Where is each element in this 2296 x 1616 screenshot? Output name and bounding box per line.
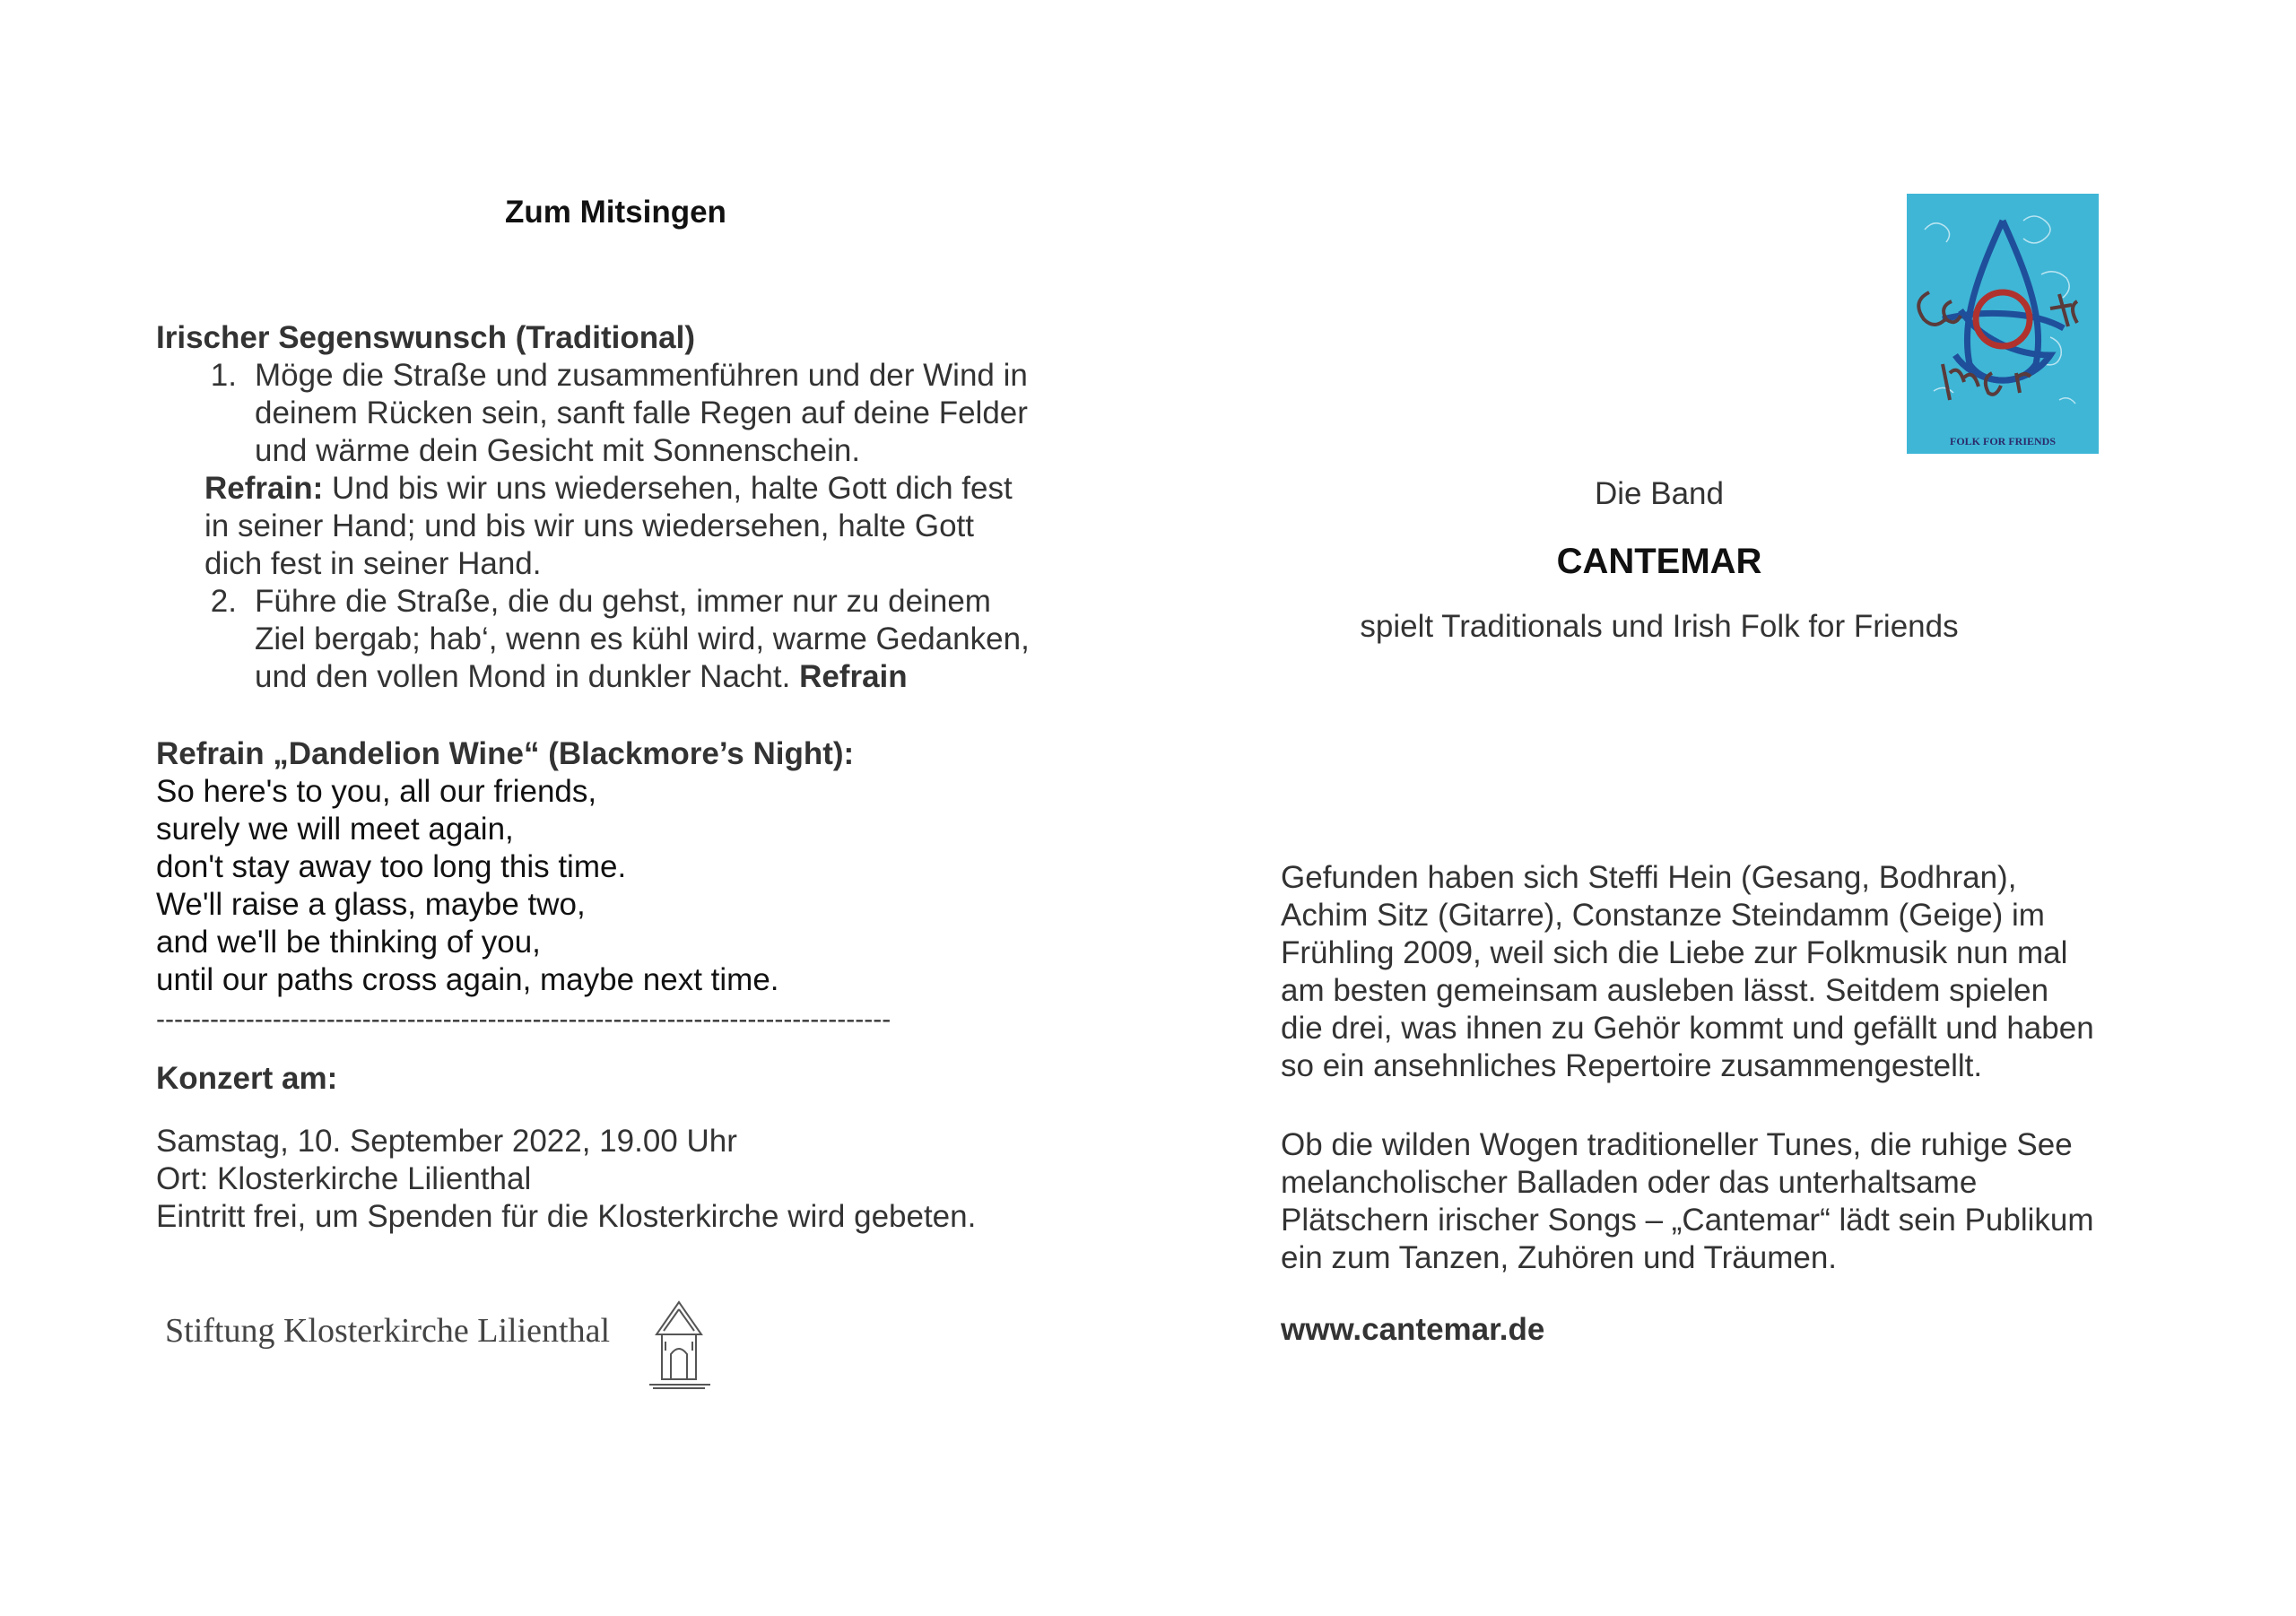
church-icon — [639, 1299, 719, 1392]
refrain-line: Und bis wir uns wiedersehen, halte Gott dich fest — [323, 471, 1013, 506]
song2-title: Refrain „Dandelion Wine“ (Blackmore’s Night): — [156, 736, 855, 771]
bio-paragraph-2 — [1281, 1126, 2094, 1277]
lyric-line: surely we will meet again, — [156, 812, 514, 847]
bio-line: Plätschern irischer Songs – „Cantemar“ lädt sein Publikum — [1281, 1203, 2094, 1238]
lyric-line: until our paths cross again, maybe next time. — [156, 962, 779, 997]
bio-line: Gefunden haben sich Steffi Hein (Gesang, Bodhran), — [1281, 860, 2017, 895]
bio-paragraph-1 — [1281, 859, 2094, 1085]
bio-line: so ein ansehnliches Repertoire zusammengestellt. — [1281, 1048, 1983, 1083]
lyric-line: We'll raise a glass, maybe two, — [156, 887, 586, 922]
page-title: Zum Mitsingen — [505, 195, 726, 230]
konzert-line: Eintritt frei, um Spenden für die Klosterkirche wird gebeten. — [156, 1199, 977, 1234]
verse2-number: 2. — [210, 584, 237, 619]
konzert-line: Ort: Klosterkirche Lilienthal — [156, 1161, 532, 1196]
konzert-line: Samstag, 10. September 2022, 19.00 Uhr — [156, 1124, 737, 1159]
lyric-line: and we'll be thinking of you, — [156, 925, 541, 960]
bio-line: die drei, was ihnen zu Gehör kommt und gefällt und haben — [1281, 1011, 2094, 1046]
verse2-line: und den vollen Mond in dunkler Nacht. — [255, 659, 800, 694]
konzert-label: Konzert am: — [156, 1061, 338, 1096]
bio-line: Ob die wilden Wogen traditioneller Tunes, die ruhige See — [1281, 1127, 2073, 1162]
song2-lyrics — [156, 773, 779, 999]
verse1-line: deinem Rücken sein, sanft falle Regen auf deine Felder — [255, 395, 1028, 430]
refrain-line: in seiner Hand; und bis wir uns wiedersehen, halte Gott — [204, 508, 974, 543]
verse2-line: Ziel bergab; hab‘, wenn es kühl wird, warme Gedanken, — [255, 621, 1030, 656]
bio-line: Achim Sitz (Gitarre), Constanze Steindamm (Geige) im — [1281, 898, 2045, 933]
verse2-line: Führe die Straße, die du gehst, immer nur zu deinem — [255, 584, 991, 619]
bio-line: Frühling 2009, weil sich die Liebe zur Folkmusik nun mal — [1281, 935, 2068, 970]
stiftung-logo-text: Stiftung Klosterkirche Lilienthal — [165, 1312, 611, 1350]
song1-title: Irischer Segenswunsch (Traditional) — [156, 320, 695, 355]
lyric-line: don't stay away too long this time. — [156, 849, 627, 884]
verse1-number: 1. — [210, 358, 237, 393]
band-name: CANTEMAR — [1556, 542, 1762, 581]
verse1 — [255, 357, 1028, 470]
verse1-line: Möge die Straße und zusammenführen und der Wind in — [255, 358, 1028, 393]
verse1-line: und wärme dein Gesicht mit Sonnenschein. — [255, 433, 861, 468]
dashed-divider: ---------------------------------------------------------------------------------- — [156, 1004, 891, 1034]
bio-line: ein zum Tanzen, Zuhören und Träumen. — [1281, 1240, 1838, 1275]
band-subtitle: spielt Traditionals und Irish Folk for Friends — [1360, 609, 1959, 644]
website-link[interactable]: www.cantemar.de — [1281, 1312, 1545, 1347]
logo-tagline: FOLK FOR FRIENDS — [1949, 435, 2057, 447]
bio-line: am besten gemeinsam ausleben lässt. Seitdem spielen — [1281, 973, 2049, 1008]
refrain-line: dich fest in seiner Hand. — [204, 546, 542, 581]
lyric-line: So here's to you, all our friends, — [156, 774, 597, 809]
refrain — [204, 470, 1013, 583]
refrain-label: Refrain: — [204, 471, 324, 506]
cantemar-logo — [1907, 194, 2099, 454]
verse2-refrain-label: Refrain — [799, 659, 908, 694]
bio-line: melancholischer Balladen oder das unterhaltsame — [1281, 1165, 1978, 1200]
die-band-label: Die Band — [1595, 476, 1724, 511]
verse2 — [255, 583, 1030, 696]
konzert-details — [156, 1123, 976, 1236]
